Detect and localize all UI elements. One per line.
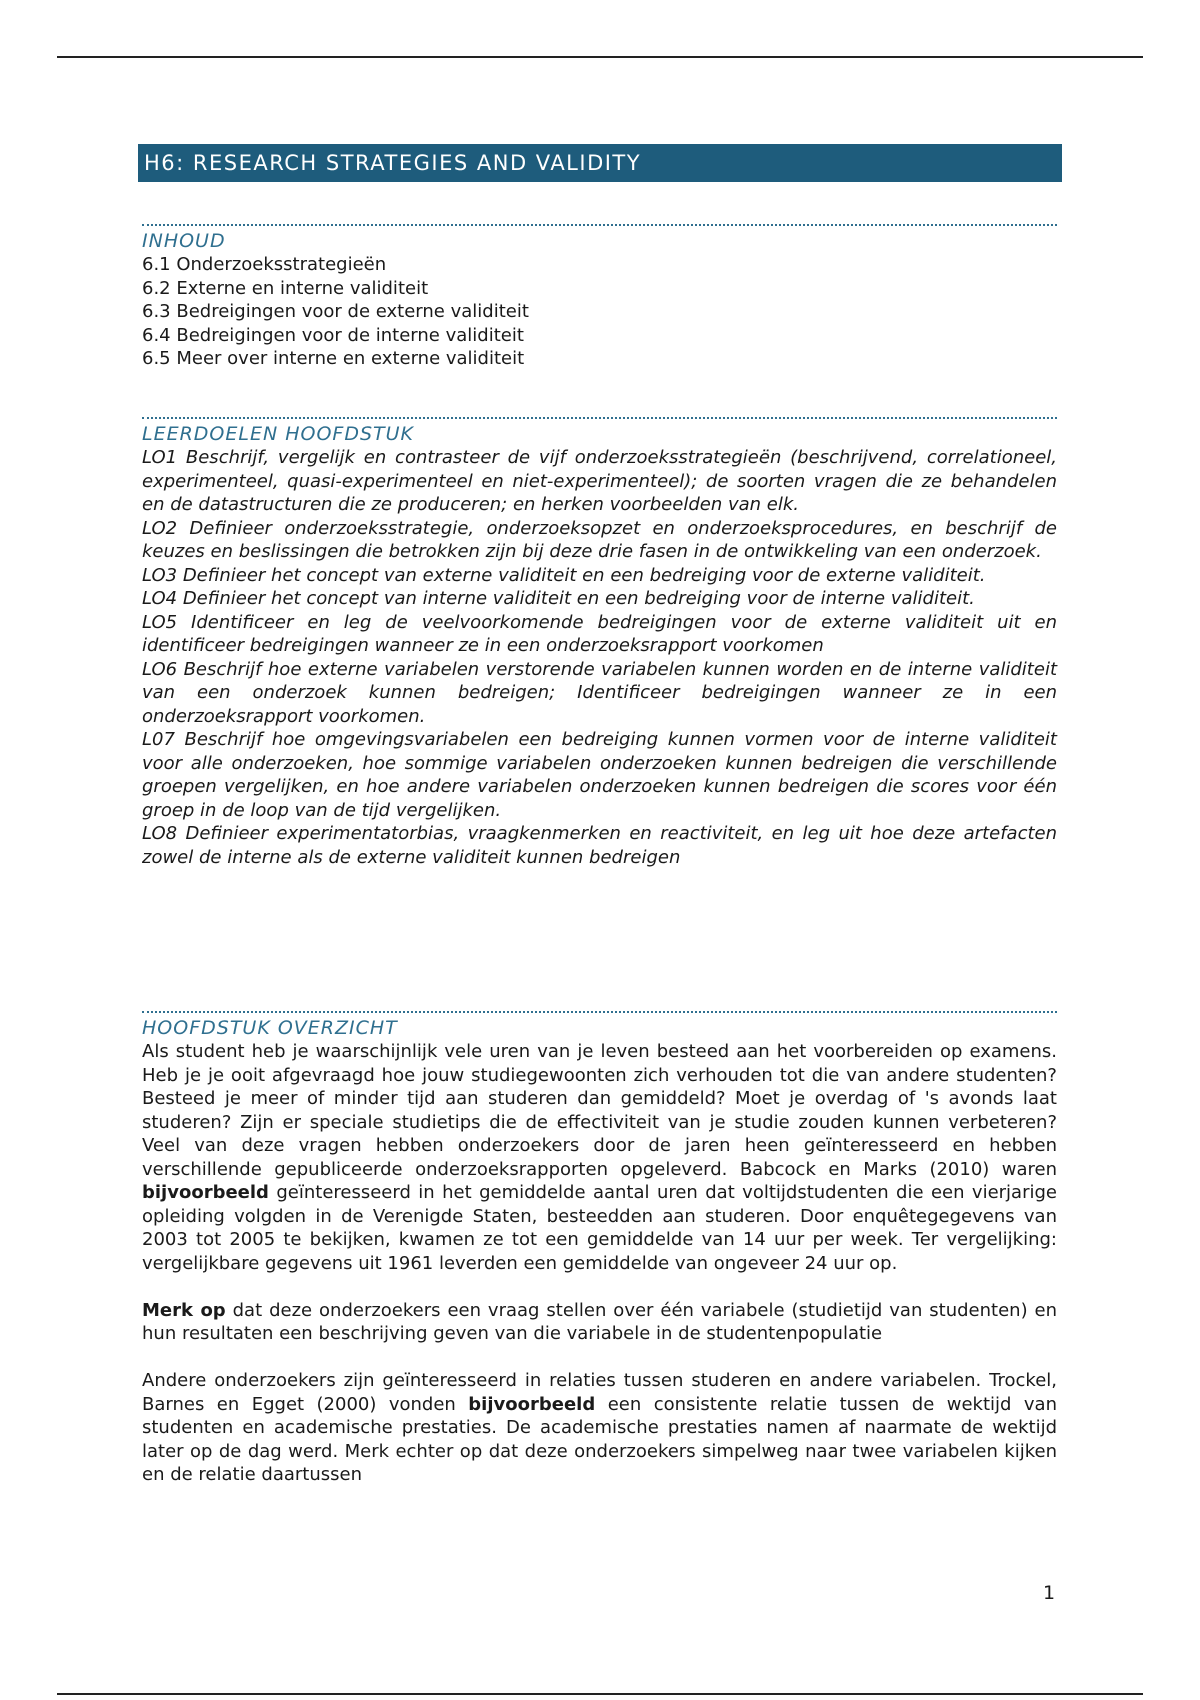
toc-item: 6.4 Bedreigingen voor de interne validiteit [142, 324, 524, 346]
emphasis-text: bijvoorbeeld [468, 1393, 596, 1415]
overview-paragraph [142, 1040, 1057, 1275]
learning-objective: LO8 Definieer experimentatorbias, vraagkenmerken en reactiviteit, en leg uit hoe deze artefacten zowel de interne als de externe validiteit kunnen bedreigen [142, 823, 1057, 868]
chapter-title: H6: RESEARCH STRATEGIES AND VALIDITY [138, 144, 1062, 182]
overview-paragraph [142, 1299, 1057, 1346]
toc-section [142, 224, 1057, 371]
toc-item: 6.3 Bedreigingen voor de externe validiteit [142, 301, 529, 322]
paragraph-text: dat deze onderzoekers een vraag stellen over één variabele (studietijd van studenten) en hun resultaten een beschrijving geven van die variabele in de studentenpopulatie [142, 1299, 1057, 1344]
objectives-heading: LEERDOELEN HOOFDSTUK [142, 423, 415, 445]
toc-item: 6.1 Onderzoeksstrategieën [142, 254, 387, 275]
learning-objective: LO4 Definieer het concept van interne validiteit en een bedreiging voor de interne validiteit. [142, 588, 975, 609]
emphasis-text: Merk op [142, 1299, 226, 1321]
overview-divider [142, 1011, 1057, 1013]
learning-objective: LO1 Beschrijf, vergelijk en contrasteer de vijf onderzoeksstrategieën (beschrijvend, correlationeel, experimenteel, quasi-experimenteel en niet-experimenteel); de soorten vragen die ze behandelen en de datastructuren die ze produceren; en herken voorbeelden van elk. [142, 447, 1057, 515]
paragraph-text: geïnteresseerd in het gemiddelde aantal uren dat voltijdstudenten die een vierjarige opleiding volgden in de Verenigde Staten, besteedden aan studeren. Door enquêtegegevens van 2003 tot 2005 te bekijken, kwamen ze tot een gemiddelde van 14 uur per week. Ter vergelijking: vergelijkbare gegevens uit 1961 leverden een gemiddelde van ongeveer 24 uur op. [142, 1182, 1057, 1274]
toc-divider [142, 224, 1057, 226]
overview-paragraph [142, 1369, 1057, 1487]
learning-objective: LO3 Definieer het concept van externe validiteit en een bedreiging voor de externe validiteit. [142, 564, 986, 586]
toc-item: 6.5 Meer over interne en externe validiteit [142, 348, 525, 369]
overview-section [142, 1011, 1057, 1487]
overview-heading: HOOFDSTUK OVERZICHT [142, 1017, 398, 1039]
page-number: 1 [1043, 1582, 1056, 1604]
learning-objective: LO6 Beschrijf hoe externe variabelen verstorende variabelen kunnen worden en de interne validiteit van een onderzoek kunnen bedreigen; Identificeer bedreigingen wanneer ze in een onderzoeksrapport voorkomen. [142, 658, 1057, 727]
footer-rule [57, 1693, 1143, 1695]
toc-item: 6.2 Externe en interne validiteit [142, 277, 429, 299]
paragraph-text: Als student heb je waarschijnlijk vele uren van je leven besteed aan het voorbereiden op examens. Heb je je ooit afgevraagd hoe jouw studiegewoonten zich verhouden tot die van andere studenten? Besteed je meer of minder tijd aan studeren dan gemiddeld? Moet je overdag of 's avonds laat studeren? Zijn er speciale studietips die de effectiviteit van je studie zouden kunnen verbeteren? Veel van deze vragen hebben onderzoekers door de jaren heen geïnteresseerd en hebben verschillende gepubliceerde onderzoeksrapporten opgeleverd. Babcock en Marks (2010) waren [142, 1041, 1057, 1180]
learning-objective: LO2 Definieer onderzoeksstrategie, onderzoeksopzet en onderzoeksprocedures, en beschrijf de keuzes en beslissingen die betrokken zijn bij deze drie fasen in de ontwikkeling van een onderzoek. [142, 517, 1057, 562]
objectives-section [142, 417, 1057, 869]
learning-objective: LO5 Identificeer en leg de veelvoorkomende bedreigingen voor de externe validiteit uit en identificeer bedreigingen wanneer ze in een onderzoeksrapport voorkomen [142, 611, 1057, 656]
objectives-divider [142, 417, 1057, 419]
header-rule [57, 56, 1143, 58]
toc-heading: INHOUD [142, 230, 226, 252]
emphasis-text: bijvoorbeeld [142, 1182, 269, 1203]
paragraph-text: Andere onderzoekers zijn geïnteresseerd in relaties tussen studeren en andere variabelen. Trockel, Barnes en Egget (2000) vonden [142, 1370, 1057, 1415]
learning-objective: L07 Beschrijf hoe omgevingsvariabelen een bedreiging kunnen vormen voor de interne validiteit voor alle onderzoeken, hoe sommige variabelen onderzoeken kunnen bedreigen die verschillende groepen vergelijken, en hoe andere variabelen onderzoeken kunnen bedreigen die scores voor één groep in de loop van de tijd vergelijken. [142, 729, 1057, 821]
paragraph-text: een consistente relatie tussen de wektijd van studenten en academische prestaties. De academische prestaties namen af naarmate de wektijd later op de dag werd. Merk echter op dat deze onderzoekers simpelweg naar twee variabelen kijken en de relatie daartussen [142, 1393, 1057, 1485]
